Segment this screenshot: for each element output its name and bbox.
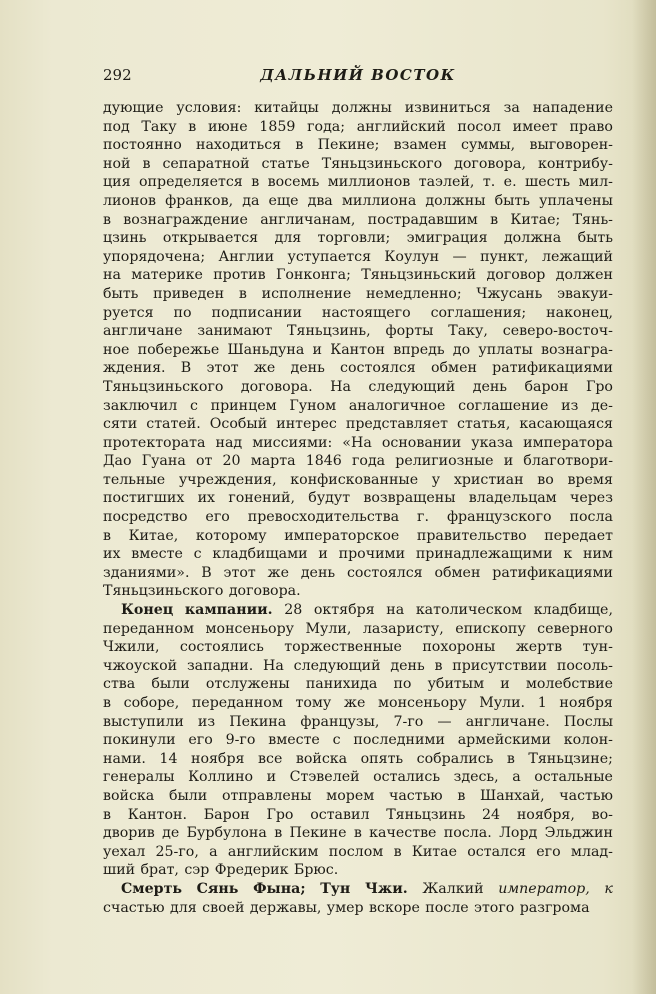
text-line: сяти статей. Особый интерес представляет статья, касающаяся	[103, 416, 613, 433]
text-line: чжоуской западни. На следующий день в присутствии посоль-	[103, 657, 613, 674]
text-line: ства были отслужены панихида по убитым и молебствие	[103, 676, 613, 693]
page-edge-shadow	[632, 0, 656, 994]
text-line: в соборе, переданном тому же монсеньору Мули. 1 ноября	[103, 695, 613, 711]
text-line: заключил с принцем Гуном аналогичное соглашение из де-	[103, 397, 613, 414]
text-line: ждения. В этот же день состоялся обмен ратификациями	[103, 360, 613, 377]
text-line: их вместе с кладбищами и прочими принадлежащими к ним	[103, 546, 613, 563]
text-line: счастью для своей державы, умер вскоре после этого разгрома	[103, 899, 590, 916]
text-line: на материке против Гонконга; Тяньцзиньский договор должен	[103, 267, 613, 284]
text-line: нами. 14 ноября все войска опять собрались в Тяньцзине;	[103, 750, 613, 767]
text-line: быть приведен в исполнение немедленно; Чжусань эвакуи-	[103, 285, 613, 302]
text-line: в вознаграждение англичанам, пострадавшим в Китае; Тянь-	[103, 211, 613, 228]
text-line: войска были отправлены морем частью в Шанхай, частью	[103, 787, 613, 804]
text-line: зданиями». В этот же день состоялся обмен ратификациями	[103, 564, 613, 581]
body-text	[103, 99, 613, 917]
running-title: ДАЛЬНИЙ ВОСТОК	[260, 66, 456, 84]
text-line: в Кантон. Барон Гро оставил Тяньцзинь 24 ноября, во-	[103, 806, 613, 823]
text-line: Дао Гуана от 20 марта 1846 года религиозные и благотвори-	[103, 453, 613, 470]
text-line: ное побережье Шаньдуна и Кантон впредь до уплаты вознагра-	[103, 341, 613, 358]
text-line: лионов франков, да еще два миллиона должны быть уплачены	[103, 192, 613, 209]
text-line: ший брат, сэр Фредерик Брюс.	[103, 862, 339, 879]
text-line: тельные учреждения, конфискованные у христиан во время	[103, 471, 613, 488]
text-line: руется по подписании настоящего соглашения; наконец,	[103, 304, 613, 321]
text-line: протектората над миссиями: «На основании указа императора	[103, 434, 613, 451]
text-line: выступили из Пекина французы, 7-го — англичане. Послы	[103, 713, 613, 730]
text-line: дующие условия: китайцы должны извиниться за нападение	[103, 100, 613, 116]
text-line: генералы Коллино и Стэвелей остались здесь, а остальные	[103, 769, 613, 786]
text-line: постигших их гонений, будут возвращены владельцам через	[103, 490, 613, 507]
text-line: цзинь открывается для торговли; эмиграция должна быть	[103, 230, 613, 247]
text-line: англичане занимают Тяньцзинь, форты Таку, северо-восточ-	[103, 323, 613, 340]
text-line: Тяньцзиньского договора. На следующий день барон Гро	[103, 378, 613, 395]
text-line: постоянно находиться в Пекине; взамен суммы, выговорен-	[103, 137, 613, 154]
text-line: Конец кампании. 28 октября на католическом кладбище,	[121, 602, 613, 619]
text-line: уехал 25-го, а английским послом в Китае остался его млад-	[103, 843, 613, 860]
text-line: под Таку в июне 1859 года; английский посол имеет право	[103, 118, 613, 135]
text-line: в Китае, которому императорское правительство передает	[103, 527, 613, 544]
text-line: переданном монсеньору Мули, лазаристу, епископу северного	[103, 620, 613, 637]
text-line: посредство его превосходительства г. французского посла	[103, 509, 613, 526]
text-line: упорядочена; Англии уступается Коулун — пункт, лежащий	[103, 248, 613, 265]
text-line: Смерть Сянь Фына; Тун Чжи. Жалкий император, к	[121, 880, 613, 897]
page-header	[103, 66, 613, 90]
text-line: ной в сепаратной статье Тяньцзиньского договора, контрибу-	[103, 155, 613, 172]
text-line: дворив де Бурбулона в Пекине в качестве посла. Лорд Эльджин	[103, 825, 613, 842]
text-line: покинули его 9-го вместе с последними армейскими колон-	[103, 732, 613, 749]
text-line: Тяньцзиньского договора.	[103, 583, 301, 600]
text-line: Чжили, состоялись торжественные похороны жертв тун-	[103, 639, 613, 656]
text-line: ция определяется в восемь миллионов таэлей, т. е. шесть мил-	[103, 174, 613, 191]
page-number: 292	[103, 66, 132, 84]
